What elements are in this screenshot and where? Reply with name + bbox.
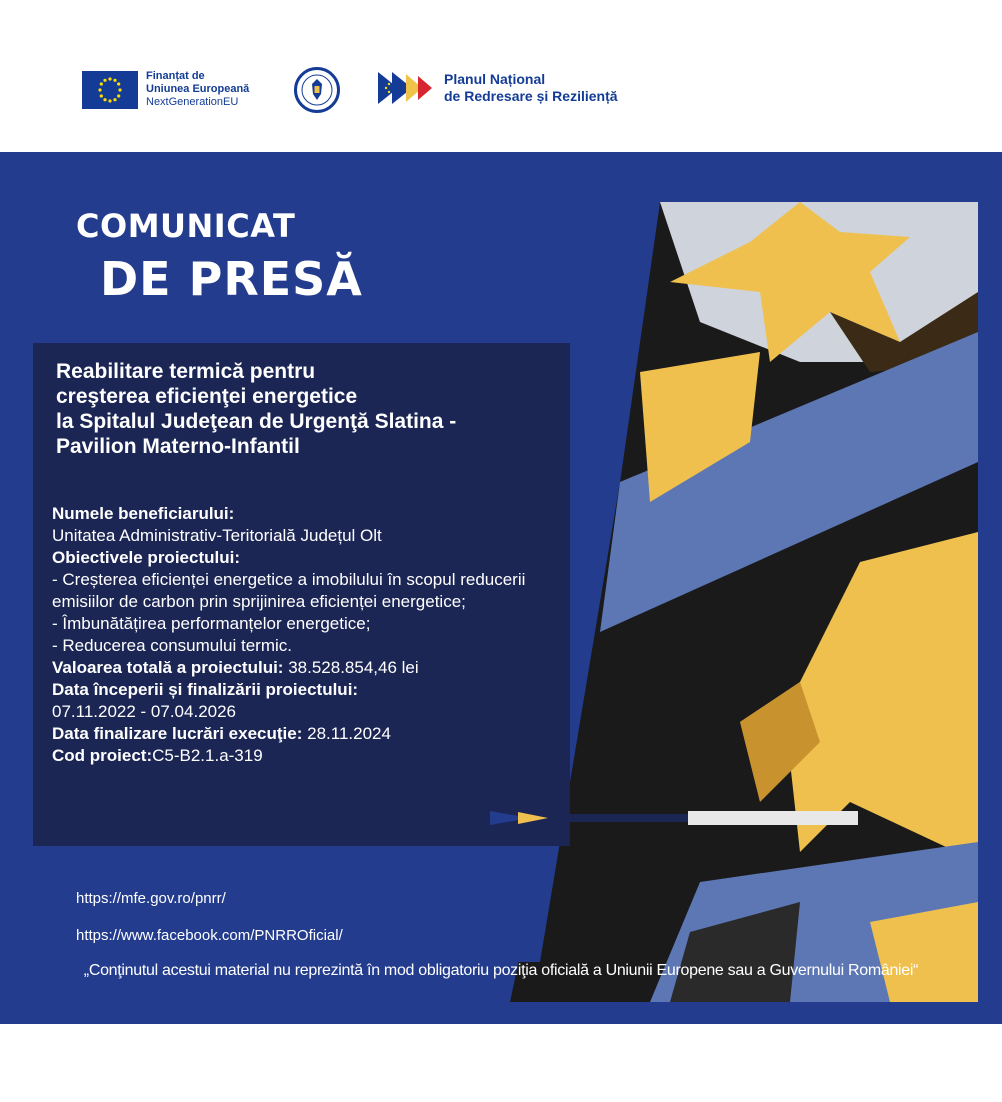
objective-item: - Reducerea consumului termic.	[52, 636, 292, 655]
finish-date-row	[52, 723, 572, 745]
project-title-line: Pavilion Materno-Infantil	[56, 435, 300, 458]
project-value-amount: 38.528.854,46 lei	[288, 658, 419, 677]
finish-date-value: 28.11.2024	[307, 724, 391, 743]
decorative-progress-bar	[490, 808, 860, 828]
beneficiary-value: Unitatea Administrativ-Teritorială Județul Olt	[52, 526, 382, 545]
logo-header	[0, 0, 1002, 152]
beneficiary-label: Numele beneficiarului:	[52, 504, 235, 523]
banner-line-2: DE PRESĂ	[100, 252, 363, 306]
project-code-row	[52, 745, 572, 767]
project-value-row	[52, 657, 572, 679]
eu-logo-line3: NextGenerationEU	[146, 96, 239, 108]
coat-of-arms-icon	[297, 70, 337, 110]
finish-date-label: Data finalizare lucrări execuţie:	[52, 724, 303, 743]
project-dates-value: 07.11.2022 - 07.04.2026	[52, 702, 237, 721]
mfe-pnrr-link[interactable]: https://mfe.gov.ro/pnrr/	[76, 890, 226, 907]
disclaimer-text: „Conţinutul acestui material nu reprezintă în mod obligatoriu poziţia oficială a Uniunii Europene sau a Guvernului României“	[83, 962, 919, 979]
project-title-line: la Spitalul Judeţean de Urgenţă Slatina -	[56, 410, 457, 433]
pnrr-flag-icon	[378, 70, 440, 106]
eu-logo-line1: Finanțat de	[146, 70, 205, 82]
pnrr-logo-line1: Planul Național	[444, 71, 546, 87]
project-dates-label: Data începerii și finalizării proiectului:	[52, 680, 359, 699]
project-title-line: creşterea eficienţei energetice	[56, 385, 358, 408]
pnrr-logo	[378, 70, 618, 106]
objectives-label: Obiectivele proiectului:	[52, 548, 240, 567]
project-value-label: Valoarea totală a proiectului:	[52, 658, 284, 677]
romanian-government-logo	[294, 67, 340, 113]
banner-line-1: COMUNICAT	[76, 207, 296, 245]
objective-item: - Creșterea eficienței energetice a imobilului în scopul reducerii emisiilor de carbon prin sprijinirea eficienței energetice;	[52, 570, 526, 611]
objective-item: - Îmbunătățirea performanțelor energetice;	[52, 614, 371, 633]
project-details	[52, 503, 572, 767]
eu-funding-logo	[82, 70, 249, 109]
pnrr-logo-line2: de Redresare și Reziliență	[444, 88, 618, 104]
project-title	[56, 359, 616, 459]
eu-flag-icon	[82, 71, 138, 109]
facebook-pnrr-link[interactable]: https://www.facebook.com/PNRROficial/	[76, 927, 343, 944]
project-code-value: C5-B2.1.a-319	[152, 746, 263, 765]
eu-logo-line2: Uniunea Europeană	[146, 83, 250, 95]
project-title-line: Reabilitare termică pentru	[56, 360, 316, 383]
project-code-label: Cod proiect:	[52, 746, 153, 765]
